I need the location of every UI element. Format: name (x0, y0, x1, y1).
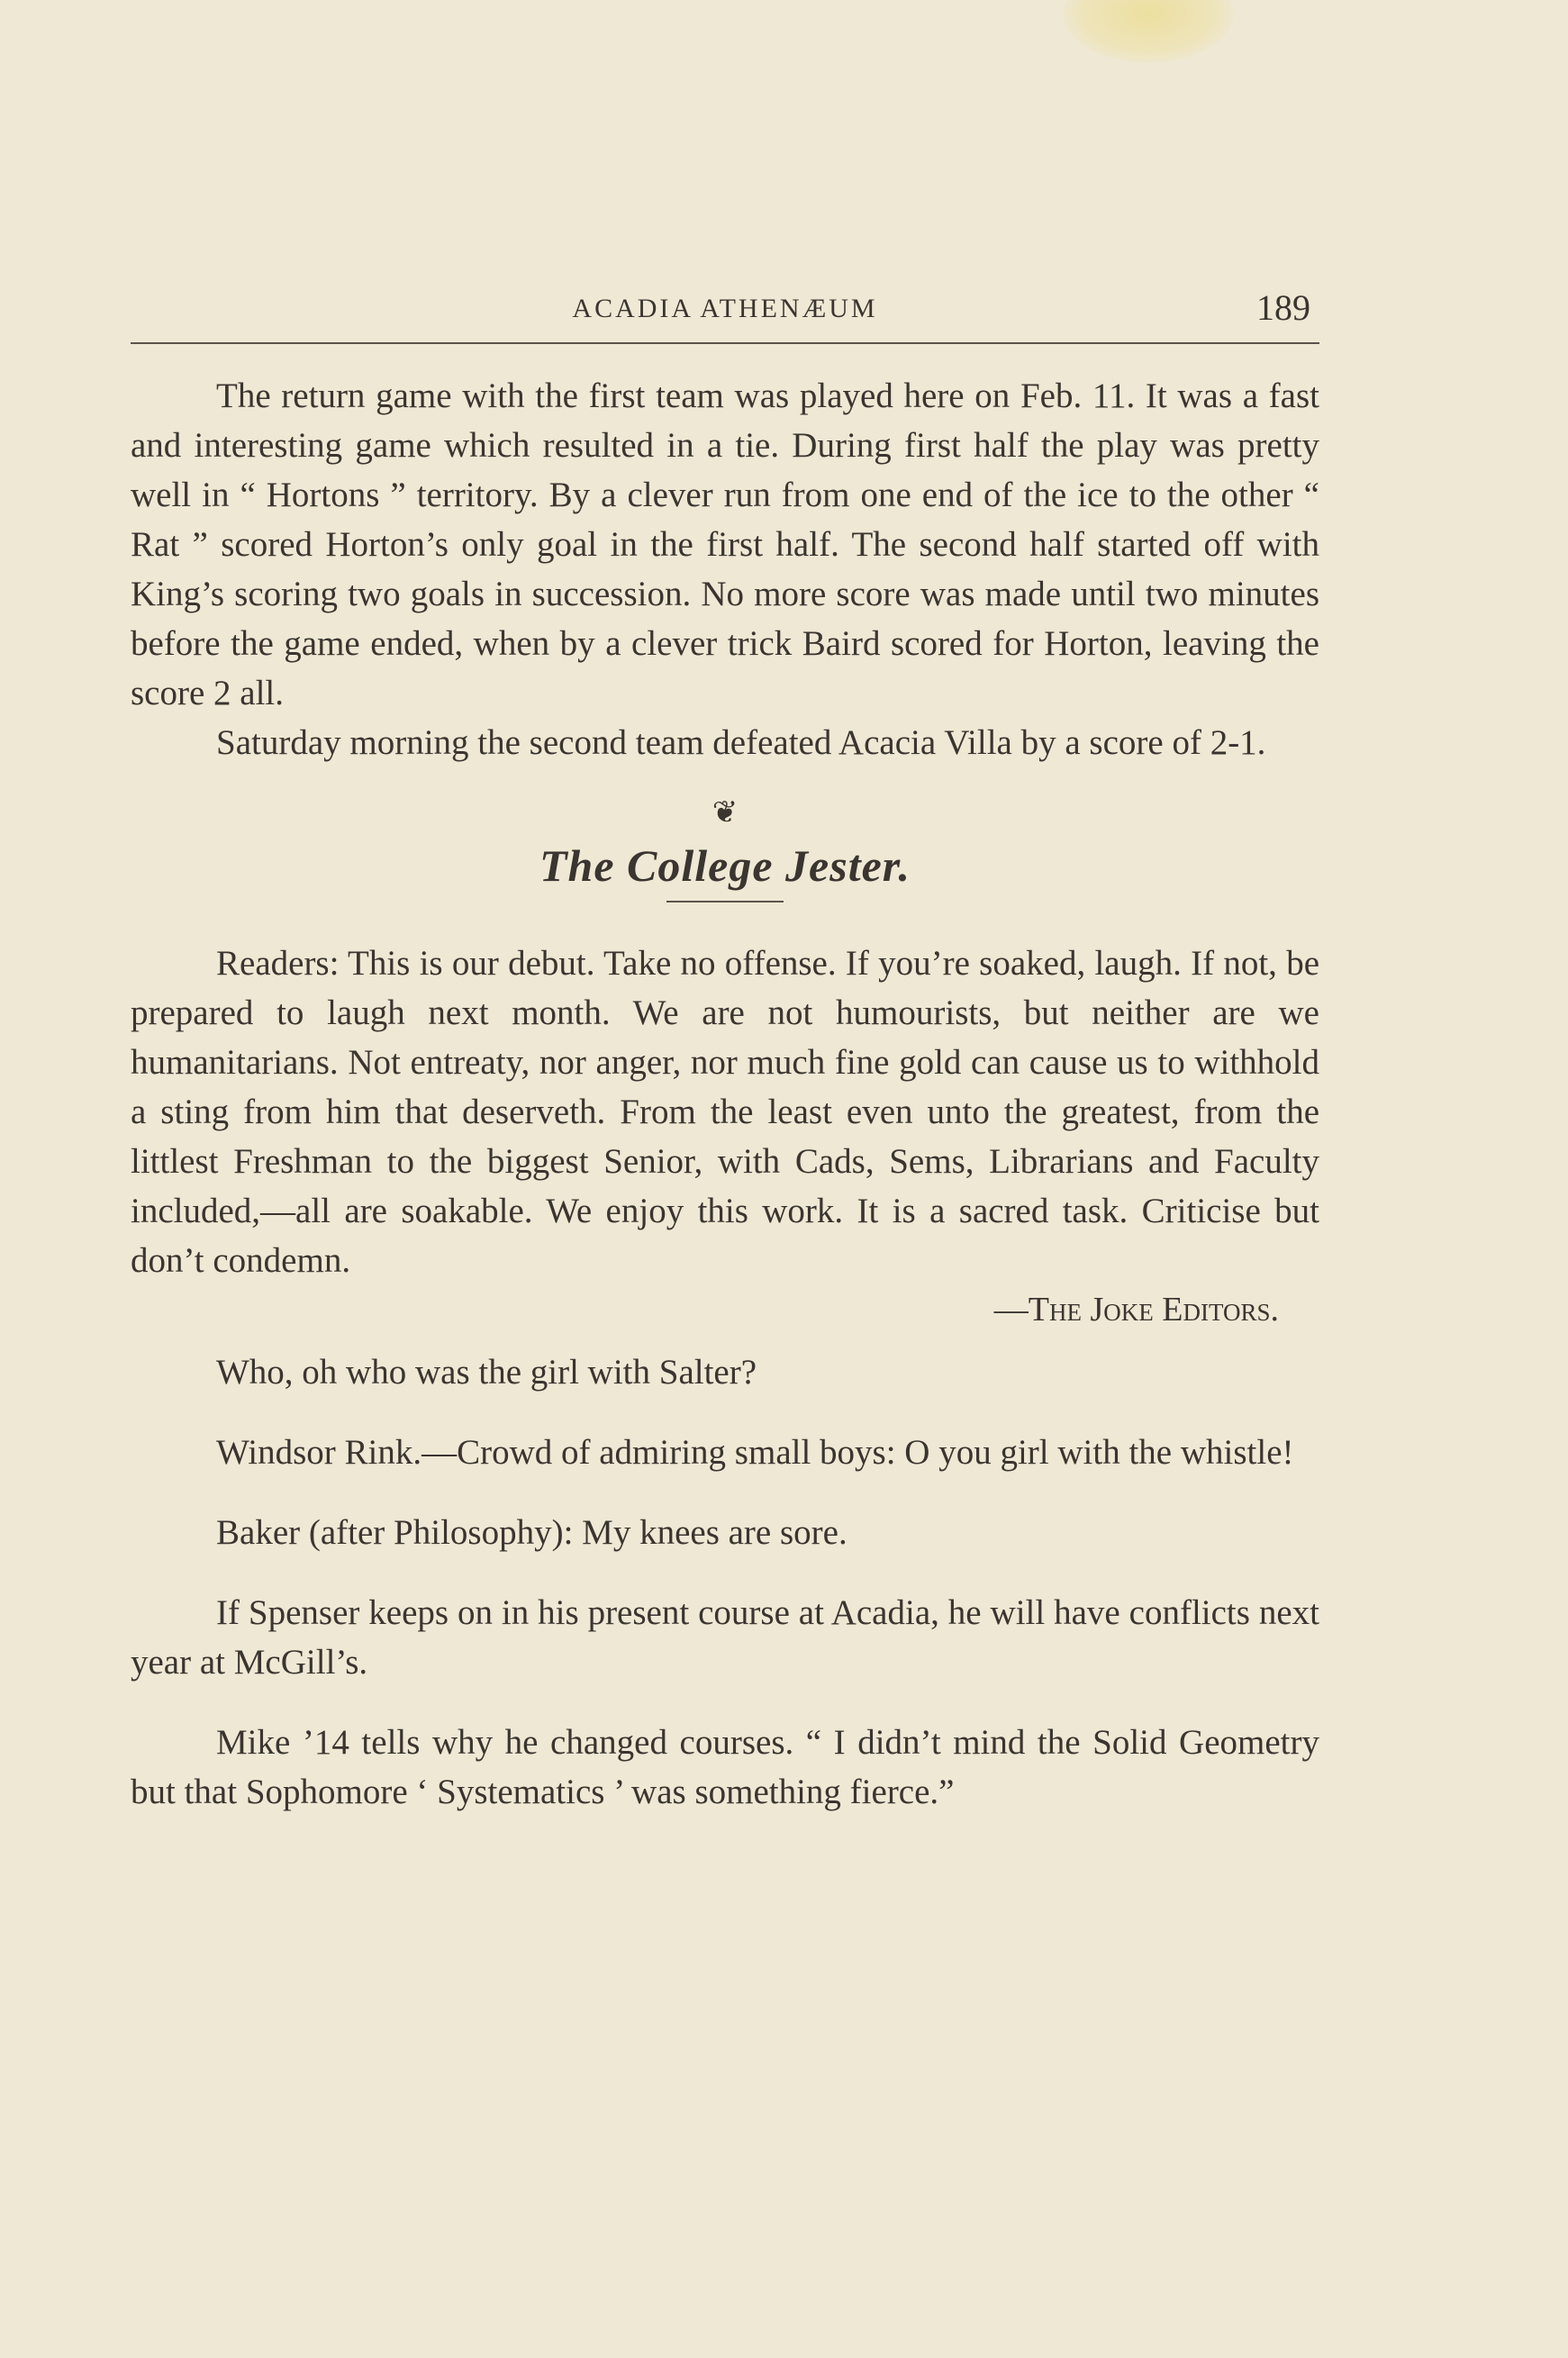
jester-item: Baker (after Philosophy): My knees are sore. (216, 1513, 847, 1552)
page-content (131, 279, 1319, 1817)
title-rule (666, 901, 784, 902)
header-rule (131, 342, 1319, 344)
paragraph: The return game with the first team was played here on Feb. 11. It was a fast and interesting game which resulted in a tie. During first half the play was pretty well in “ Hortons ” territory. By a clever run from one end of the ice to the other “ Rat ” scored Horton’s only goal in the first half. The second half started off with King’s scoring two goals in succession. No more score was made until two minutes before the game ended, when by a clever trick Baird scored for Horton, leaving the score 2 all. (131, 376, 1319, 712)
page-header (131, 279, 1319, 342)
section-title: The College Jester. (539, 840, 911, 891)
jester-intro: Readers: This is our debut. Take no offense. If you’re soaked, laugh. If not, be prepared to laugh next month. We are not humourists, but neither are we humanitarians. Not entreaty, nor anger, nor much fine gold can cause us to withhold a sting from him that deserveth. From the least even unto the greatest, from the littlest Freshman to the biggest Senior, with Cads, Sems, Librarians and Faculty included,—all are soakable. We enjoy this work. It is a sacred task. Criticise but don’t condemn. (131, 944, 1319, 1280)
jester-item: Windsor Rink.—Crowd of admiring small boys: O you girl with the whistle! (216, 1433, 1294, 1472)
college-jester-section (131, 839, 1319, 1817)
jester-item: Who, oh who was the girl with Salter? (216, 1353, 757, 1392)
jester-item: If Spenser keeps on in his present course at Acadia, he will have conflicts next year at McGill’s. (131, 1593, 1319, 1682)
signature: —The Joke Editors. (993, 1291, 1279, 1329)
running-title: ACADIA ATHENÆUM (572, 294, 878, 323)
paper-stain (1063, 0, 1234, 63)
paragraph: Saturday morning the second team defeated Acacia Villa by a score of 2-1. (216, 723, 1266, 762)
jester-item: Mike ’14 tells why he changed courses. “ I didn’t mind the Solid Geometry but that Sophomore ‘ Systematics ’ was something fierce.” (131, 1723, 1319, 1811)
page-number: 189 (1256, 287, 1310, 328)
hockey-report (131, 371, 1319, 767)
section-ornament-icon: ❦ (711, 796, 739, 830)
